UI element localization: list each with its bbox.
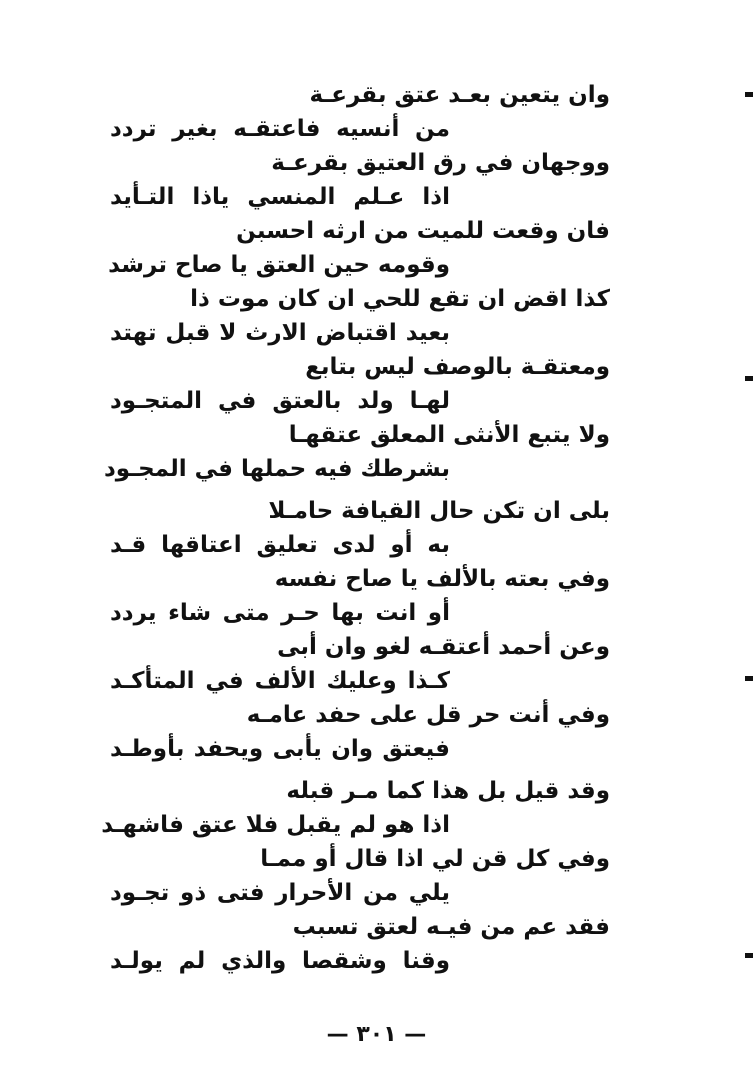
verse-second-hemistich: وقومه حين العتق يا صاح ترشد bbox=[108, 252, 450, 278]
verse-second-hemistich: لهـا ولد بالعتق في المتجـود bbox=[110, 388, 450, 414]
verse-second-hemistich: بشرطك فيه حملها في المجـود bbox=[104, 456, 450, 482]
verse-first-hemistich: وان يتعين بعـد عتق بقرعـة bbox=[309, 82, 610, 108]
verse-first-hemistich: فان وقعت للميت من ارثه احسبن bbox=[236, 218, 610, 244]
verse-first-hemistich: ومعتقـة بالوصف ليس بتابع bbox=[305, 354, 610, 380]
verse-second-hemistich: به أو لدى تعليق اعتاقها قـد bbox=[110, 532, 450, 558]
verse-second-hemistich: يلي من الأحرار فتى ذو تجـود bbox=[110, 880, 450, 906]
verse-second-hemistich: أو انت بها حـر متى شاء يردد bbox=[110, 600, 450, 626]
verse-second-hemistich: فيعتق وان يأبى ويحفد بأوطـد bbox=[110, 736, 450, 762]
verse-first-hemistich: وفي أنت حر قل على حفد عامـه bbox=[246, 702, 610, 728]
verse-first-hemistich: ووجهان في رق العتيق بقرعـة bbox=[271, 150, 610, 176]
verse-second-hemistich: من أنسيه فاعتقـه بغير تردد bbox=[110, 116, 450, 142]
page-edge-mark bbox=[745, 376, 753, 381]
verse-second-hemistich: بعيد اقتباض الارث لا قبل تهتد bbox=[110, 320, 450, 346]
page-number: — ٣٠١ — bbox=[326, 1022, 427, 1047]
page-edge-mark bbox=[745, 92, 753, 97]
verse-first-hemistich: وعن أحمد أعتقـه لغو وان أبى bbox=[277, 634, 610, 660]
verse-first-hemistich: بلى ان تكن حال القيافة حامـلا bbox=[268, 498, 610, 524]
verse-first-hemistich: ولا يتبع الأنثى المعلق عتقهـا bbox=[288, 422, 610, 448]
verse-first-hemistich: فقد عم من فيـه لعتق تسبب bbox=[292, 914, 610, 940]
verse-second-hemistich: وقنا وشقصا والذي لم يولـد bbox=[110, 948, 450, 974]
page-edge-mark bbox=[745, 953, 753, 958]
verse-first-hemistich: كذا اقض ان تقع للحي ان كان موت ذا bbox=[190, 286, 610, 312]
verse-second-hemistich: كـذا وعليك الألف في المتأكـد bbox=[110, 668, 450, 694]
verse-first-hemistich: وقد قيل بل هذا كما مـر قبله bbox=[286, 778, 610, 804]
poem-body bbox=[101, 78, 610, 978]
verse-first-hemistich: وفي كل قن لي اذا قال أو ممـا bbox=[260, 846, 610, 872]
verse-second-hemistich: اذا عـلم المنسي ياذا التـأيد bbox=[110, 184, 450, 210]
verse-second-hemistich: اذا هو لم يقبل فلا عتق فاشهـد bbox=[101, 812, 450, 838]
page-edge-mark bbox=[745, 676, 753, 681]
verse-first-hemistich: وفي بعته بالألف يا صاح نفسه bbox=[274, 566, 610, 592]
